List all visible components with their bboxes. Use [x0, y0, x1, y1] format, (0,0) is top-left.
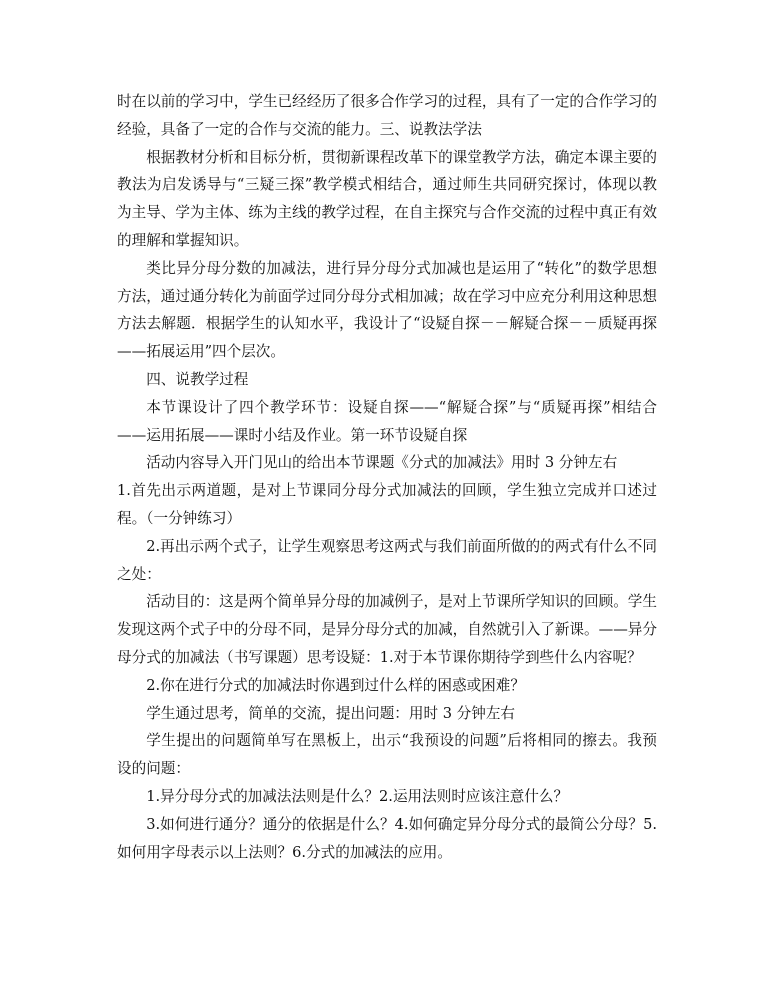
paragraph-3: 类比异分母分数的加减法，进行异分母分式加减也是运用了“转化”的数学思想方法，通过通分转化为前面学过同分母分式相加减；故在学习中应充分利用这种思想方法去解题．根据学生的认知水平，我设计了“设疑自探－－解疑合探－－质疑再探——拓展运用”四个层次。 [117, 259, 657, 361]
paragraph-11: 学生通过思考，简单的交流，提出问题：用时 3 分钟左右 [146, 704, 516, 722]
paragraph-6: 活动内容导入开门见山的给出本节课题《分式的加减法》用时 3 分钟左右 [146, 454, 618, 472]
paragraph-2: 根据教材分析和目标分析，贯彻新课程改革下的课堂教学方法，确定本课主要的教法为启发诱导与“三疑三探”教学模式相结合，通过师生共同研究探讨，体现以教为主导、学为主体、练为主线的教学过程，在自主探究与合作交流的过程中真正有效的理解和掌握知识。 [117, 148, 657, 249]
paragraph-7: 1.首先出示两道题，是对上节课同分母分式加减法的回顾，学生独立完成并口述过程。（一分钟练习） [117, 482, 657, 527]
paragraph-1: 时在以前的学习中，学生已经经历了很多合作学习的过程，具有了一定的合作学习的经验，具备了一定的合作与交流的能力。三、说教法学法 [117, 93, 657, 138]
section-heading-teaching-process: 四、说教学过程 [146, 370, 249, 388]
paragraph-8: 2.再出示两个式子，让学生观察思考这两式与我们前面所做的的两式有什么不同之处： [117, 537, 657, 583]
paragraph-10: 2.你在进行分式的加减法时你遇到过什么样的困惑或困难？ [146, 676, 525, 694]
paragraph-14: 3.如何进行通分？通分的依据是什么？4.如何确定异分母分式的最简公分母？5.如何用字母表示以上法则？6.分式的加减法的应用。 [117, 815, 657, 861]
paragraph-12: 学生提出的问题简单写在黑板上，出示“我预设的问题”后将相同的擦去。我预设的问题： [117, 732, 657, 778]
paragraph-9: 活动目的：这是两个简单异分母的加减例子，是对上节课所学知识的回顾。学生发现这两个式子中的分母不同，是异分母分式的加减，自然就引入了新课。——异分母分式的加减法（书写课题）思考设疑：1.对于本节课你期待学到些什么内容呢？ [117, 593, 657, 666]
paragraph-5: 本节课设计了四个教学环节：设疑自探——“解疑合探”与“质疑再探”相结合——运用拓展——课时小结及作业。第一环节设疑自探 [117, 398, 657, 444]
document-body [117, 88, 657, 866]
paragraph-13: 1.异分母分式的加减法法则是什么？2.运用法则时应该注意什么？ [146, 787, 569, 805]
